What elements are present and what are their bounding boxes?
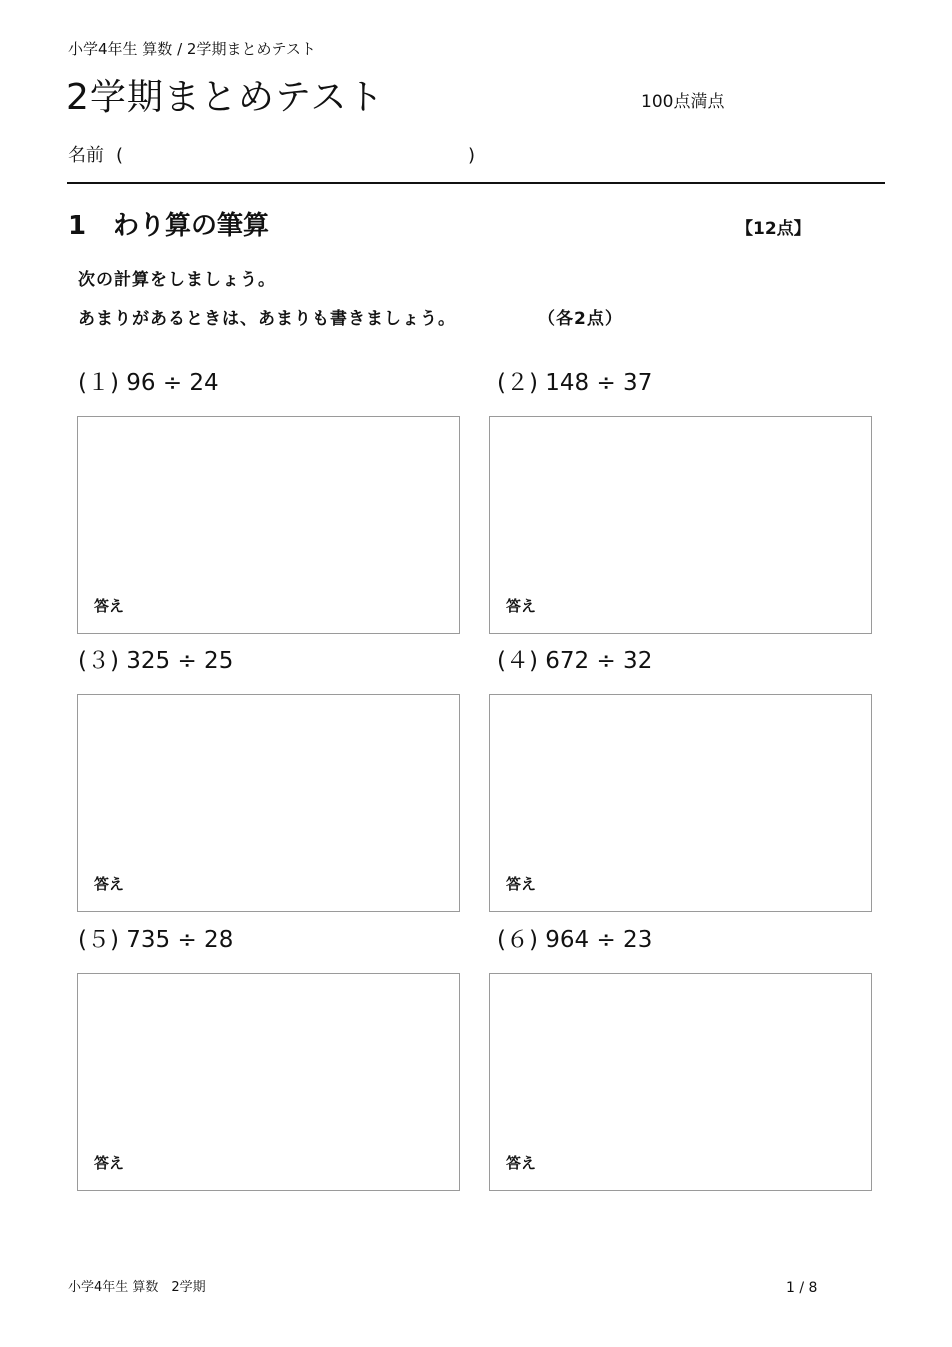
problem-number: (３) bbox=[78, 648, 119, 674]
problem-expression: 735 ÷ 28 bbox=[126, 927, 234, 953]
problem-number: (４) bbox=[497, 648, 538, 674]
problem-number: (１) bbox=[78, 370, 119, 396]
name-field[interactable] bbox=[68, 144, 488, 168]
breadcrumb: 小学4年生 算数 / 2学期まとめテスト bbox=[68, 40, 316, 58]
footer-label: 小学4年生 算数 2学期 bbox=[68, 1280, 206, 1295]
work-area-5[interactable] bbox=[77, 973, 460, 1191]
answer-label: 答え bbox=[506, 875, 537, 893]
header-divider bbox=[67, 182, 885, 184]
work-area-3[interactable] bbox=[77, 694, 460, 912]
problem-number: (５) bbox=[78, 927, 119, 953]
full-score: 100点満点 bbox=[641, 92, 725, 112]
answer-label: 答え bbox=[94, 1154, 125, 1172]
problem-expression: 672 ÷ 32 bbox=[545, 648, 653, 674]
answer-label: 答え bbox=[94, 875, 125, 893]
work-area-1[interactable] bbox=[77, 416, 460, 634]
problem-number: (６) bbox=[497, 927, 538, 953]
problem-expression: 325 ÷ 25 bbox=[126, 648, 234, 674]
section-title: わり算の筆算 bbox=[113, 211, 270, 241]
instruction-line-1: 次の計算をしましょう。 bbox=[78, 270, 276, 290]
section-number: 1 bbox=[68, 211, 87, 241]
problem-expression: 964 ÷ 23 bbox=[545, 927, 653, 953]
problem-label-6 bbox=[497, 925, 652, 955]
work-area-2[interactable] bbox=[489, 416, 872, 634]
problem-number: (２) bbox=[497, 370, 538, 396]
problem-label-3 bbox=[78, 646, 233, 676]
problem-expression: 148 ÷ 37 bbox=[545, 370, 653, 396]
name-open-paren: ( bbox=[116, 145, 124, 166]
work-area-6[interactable] bbox=[489, 973, 872, 1191]
answer-label: 答え bbox=[506, 1154, 537, 1172]
page-number: 1 / 8 bbox=[786, 1280, 818, 1296]
problem-expression: 96 ÷ 24 bbox=[126, 370, 219, 396]
answer-label: 答え bbox=[94, 597, 125, 615]
problem-label-5 bbox=[78, 925, 233, 955]
work-area-4[interactable] bbox=[489, 694, 872, 912]
problem-label-4 bbox=[497, 646, 652, 676]
name-close-paren: ) bbox=[468, 145, 476, 166]
section-points: 【12点】 bbox=[736, 219, 811, 239]
page-title: 2学期まとめテスト bbox=[66, 77, 385, 118]
answer-label: 答え bbox=[506, 597, 537, 615]
name-label: 名前 bbox=[68, 145, 104, 166]
problem-label-2 bbox=[497, 368, 652, 398]
instruction-points: （各2点） bbox=[538, 309, 623, 329]
instruction-line-2: あまりがあるときは、あまりも書きましょう。 bbox=[78, 309, 456, 329]
problem-label-1 bbox=[78, 368, 219, 398]
